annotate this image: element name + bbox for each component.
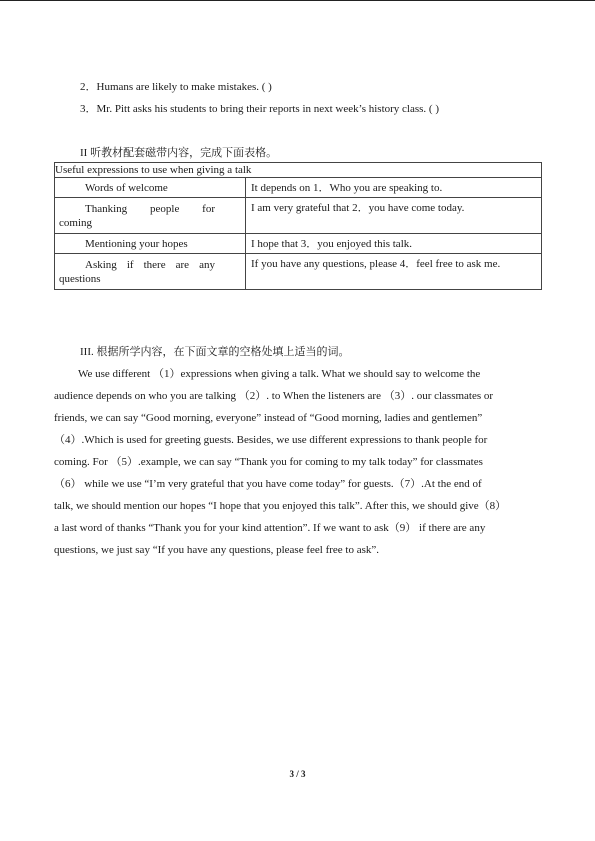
table-row bbox=[55, 198, 542, 234]
cloze-passage bbox=[54, 363, 542, 561]
page-top-rule bbox=[0, 0, 595, 1]
passage-line: a last word of thanks “Thank you for your kind attention”. If we want to ask（9） if there are any bbox=[54, 522, 486, 534]
page-number: 3 / 3 bbox=[289, 769, 306, 779]
statement-3: 3．Mr. Pitt asks his students to bring their reports in next week’s history class. ( ) bbox=[80, 103, 439, 115]
row-text: I am very grateful that 2．you have come today. bbox=[246, 198, 542, 234]
passage-line: （4）.Which is used for greeting guests. Besides, we use different expressions to thank people for bbox=[54, 434, 488, 446]
table-row bbox=[55, 178, 542, 198]
passage-line: coming. For （5）.example, we can say “Thank you for coming to my talk today” for classmates bbox=[54, 456, 483, 468]
table-header-row bbox=[55, 163, 542, 178]
passage-line: talk, we should mention our hopes “I hope that you enjoyed this talk”. After this, we should give（8） bbox=[54, 500, 507, 512]
passage-line: We use different （1）expressions when giving a talk. What we should say to welcome the bbox=[78, 368, 481, 380]
table-row bbox=[55, 234, 542, 254]
row-label: Asking if there are any bbox=[85, 259, 215, 271]
row-label: Mentioning your hopes bbox=[85, 238, 188, 250]
table-row bbox=[55, 254, 542, 290]
row-label: Thanking people for bbox=[85, 203, 215, 215]
passage-line: questions, we just say “If you have any questions, please feel free to ask”. bbox=[54, 544, 380, 556]
row-label: Words of welcome bbox=[85, 182, 168, 194]
passage-line: friends, we can say “Good morning, everyone” instead of “Good morning, ladies and gentlemen” bbox=[54, 412, 483, 424]
row-label-continued: coming bbox=[59, 217, 92, 229]
passage-line: （6） while we use “I’m very grateful that you have come today” for guests.（7）.At the end of bbox=[54, 478, 482, 490]
table-header: Useful expressions to use when giving a talk bbox=[55, 163, 542, 178]
row-text: If you have any questions, please 4．feel free to ask me. bbox=[246, 254, 542, 290]
row-text: I hope that 3．you enjoyed this talk. bbox=[246, 234, 542, 254]
section-2-heading: II 听教材配套磁带内容，完成下面表格。 bbox=[80, 147, 278, 159]
row-label-continued: questions bbox=[59, 273, 101, 285]
section-3-heading: III. 根据所学内容，在下面文章的空格处填上适当的词。 bbox=[80, 346, 350, 358]
row-text: It depends on 1．Who you are speaking to. bbox=[246, 178, 542, 198]
expressions-table bbox=[54, 162, 542, 290]
statement-2: 2．Humans are likely to make mistakes. ( ) bbox=[80, 81, 272, 93]
passage-line: audience depends on who you are talking （2）. to When the listeners are （3）. our classmates or bbox=[54, 390, 494, 402]
